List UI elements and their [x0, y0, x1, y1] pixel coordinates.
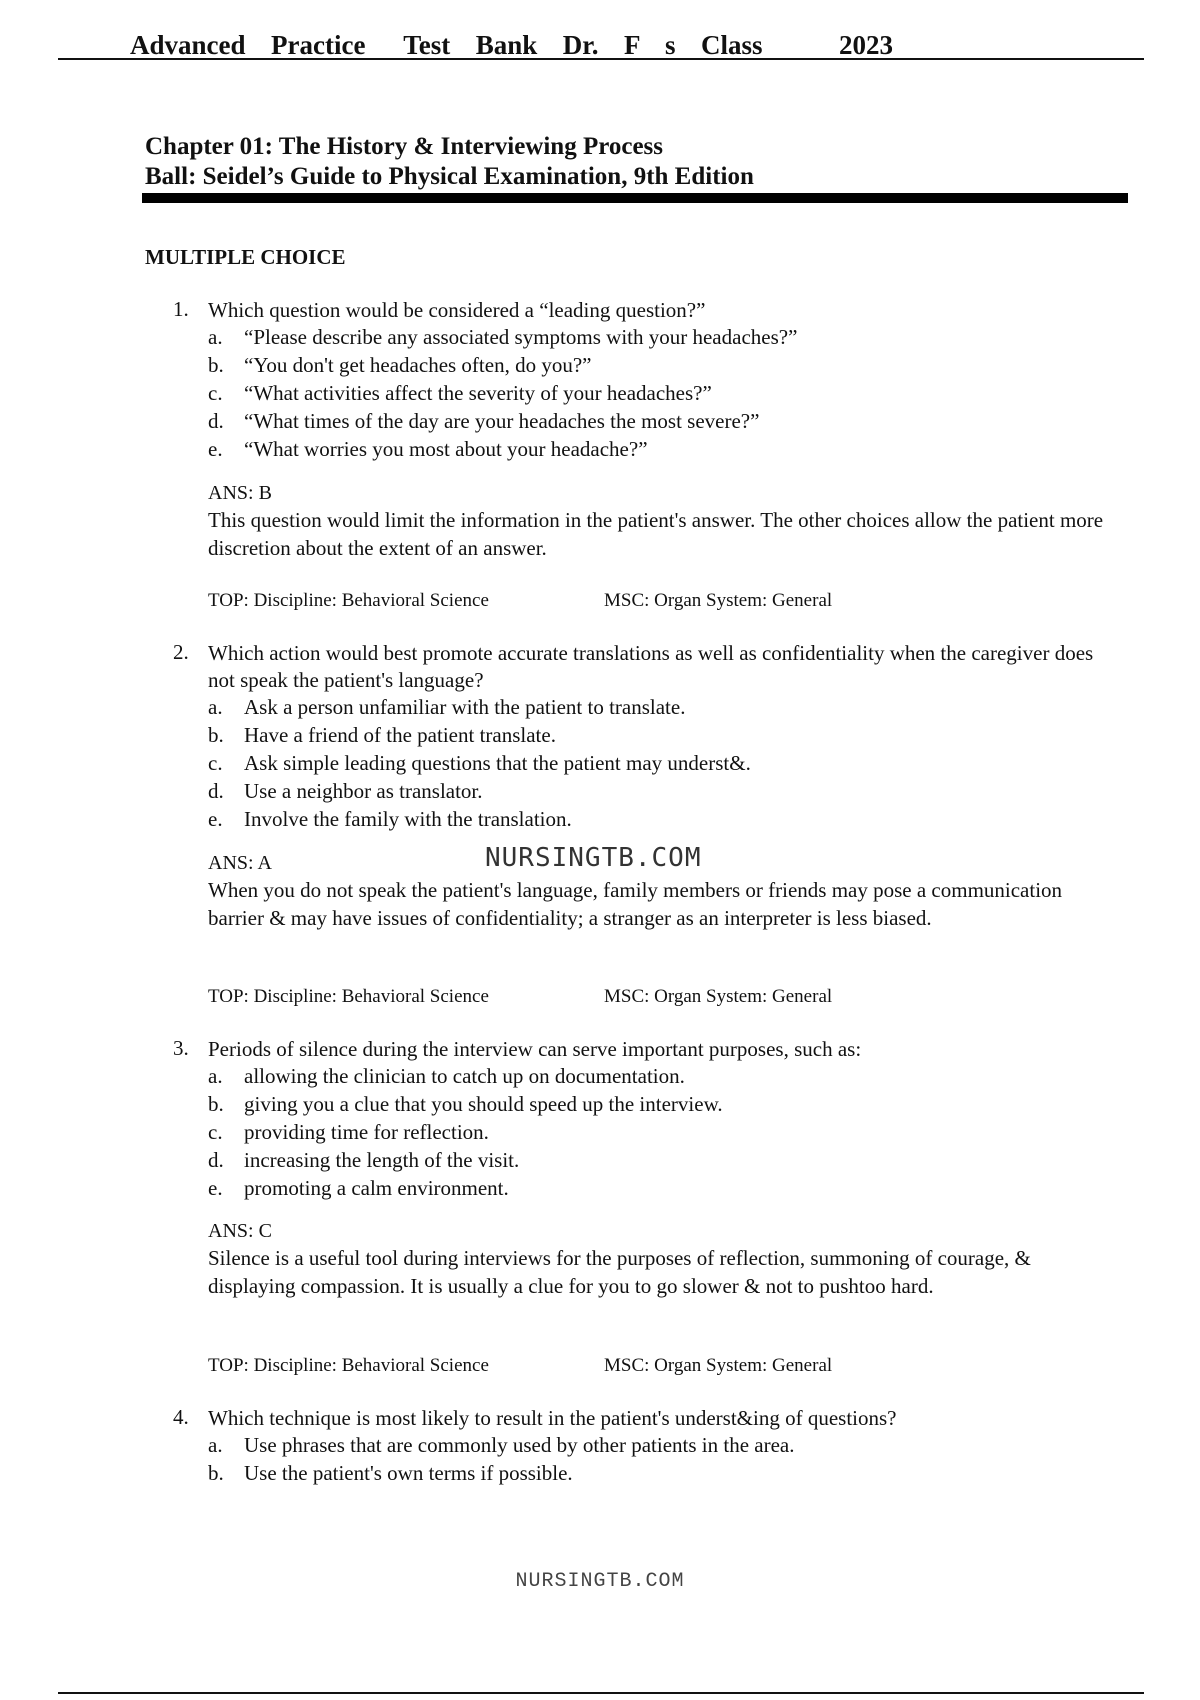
option [0, 325, 1200, 353]
title-divider [142, 193, 1128, 203]
option [0, 1092, 1200, 1120]
option [0, 1433, 1200, 1461]
answer-3: ANS: C [208, 1220, 272, 1242]
option-letter: e. [208, 807, 223, 831]
option-letter: c. [208, 751, 223, 775]
option-text: promoting a calm environment. [244, 1176, 509, 1200]
option [0, 1176, 1200, 1204]
question-4 [0, 1405, 1200, 1489]
option [0, 1461, 1200, 1489]
option [0, 723, 1200, 751]
footer-divider [58, 1692, 1144, 1694]
option [0, 751, 1200, 779]
header-title: Advanced Practice Test Bank Dr. F s Class 2023 [130, 30, 894, 60]
option [0, 381, 1200, 409]
option [0, 437, 1200, 465]
option-letter: a. [208, 695, 223, 719]
question-stem: Periods of silence during the interview can serve important purposes, such as: [208, 1037, 862, 1061]
msc-label: MSC: Organ System: General [604, 590, 833, 611]
question-1 [0, 297, 1200, 465]
option-text: Have a friend of the patient translate. [244, 723, 556, 747]
msc-label: MSC: Organ System: General [604, 986, 833, 1007]
meta-1 [208, 590, 833, 612]
option-text: “What worries you most about your headache?” [244, 437, 648, 461]
meta-3 [208, 1355, 833, 1377]
option-text: allowing the clinician to catch up on documentation. [244, 1064, 685, 1088]
question-stem: Which question would be considered a “leading question?” [208, 298, 706, 322]
chapter-title-block [145, 132, 1130, 192]
option-letter: a. [208, 325, 223, 349]
option-text: “What times of the day are your headaches the most severe?” [244, 409, 760, 433]
option-text: giving you a clue that you should speed up the interview. [244, 1092, 723, 1116]
question-number: 4. [173, 1405, 189, 1429]
meta-2 [208, 986, 833, 1008]
option-letter: b. [208, 1461, 224, 1485]
option [0, 1148, 1200, 1176]
book-title: Ball: Seidel’s Guide to Physical Examination, 9th Edition [145, 163, 754, 190]
answer-1: ANS: B [208, 482, 272, 504]
option-letter: b. [208, 1092, 224, 1116]
option-text: Involve the family with the translation. [244, 807, 572, 831]
option [0, 779, 1200, 807]
option-text: providing time for reflection. [244, 1120, 489, 1144]
question-2 [0, 640, 1200, 835]
chapter-title: Chapter 01: The History & Interviewing Process [145, 133, 664, 160]
option-text: Use phrases that are commonly used by other patients in the area. [244, 1433, 795, 1457]
option-letter: a. [208, 1433, 223, 1457]
option-text: Ask simple leading questions that the patient may underst&. [244, 751, 751, 775]
option-letter: a. [208, 1064, 223, 1088]
question-number: 3. [173, 1036, 189, 1060]
question-number: 2. [173, 640, 189, 664]
option-text: “You don't get headaches often, do you?” [244, 353, 592, 377]
option-text: Use the patient's own terms if possible. [244, 1461, 573, 1485]
option-letter: e. [208, 1176, 223, 1200]
option-letter: e. [208, 437, 223, 461]
rationale-3: Silence is a useful tool during interviews for the purposes of reflection, summoning of courage, & displaying compassion. It is usually a clue for you to go slower & not to pushtoo hard. [208, 1246, 1031, 1298]
option-text: increasing the length of the visit. [244, 1148, 520, 1172]
page-header [58, 26, 1144, 60]
option [0, 807, 1200, 835]
topic-label: TOP: Discipline: Behavioral Science [208, 1355, 489, 1376]
topic-label: TOP: Discipline: Behavioral Science [208, 590, 489, 611]
question-stem: Which technique is most likely to result in the patient's underst&ing of questions? [208, 1406, 897, 1430]
option-letter: d. [208, 1148, 224, 1172]
option-text: “Please describe any associated symptoms with your headaches?” [244, 325, 798, 349]
option [0, 353, 1200, 381]
footer-brand: NURSINGTB.COM [515, 1570, 685, 1593]
option-letter: b. [208, 353, 224, 377]
option-letter: c. [208, 1120, 223, 1144]
question-3 [0, 1036, 1200, 1204]
option [0, 409, 1200, 437]
question-number: 1. [173, 297, 189, 321]
option-letter: d. [208, 409, 224, 433]
option-text: “What activities affect the severity of your headaches?” [244, 381, 712, 405]
option-text: Use a neighbor as translator. [244, 779, 483, 803]
option-letter: b. [208, 723, 224, 747]
option [0, 1120, 1200, 1148]
topic-label: TOP: Discipline: Behavioral Science [208, 986, 489, 1007]
answer-2: ANS: A [208, 852, 272, 874]
option [0, 695, 1200, 723]
option [0, 1064, 1200, 1092]
section-title: MULTIPLE CHOICE [145, 245, 346, 269]
watermark: NURSINGTB.COM [485, 843, 702, 873]
question-stem: Which action would best promote accurate translations as well as confidentiality when the caregiver does not speak the patient's language? [208, 641, 1094, 692]
option-letter: c. [208, 381, 223, 405]
msc-label: MSC: Organ System: General [604, 1355, 833, 1376]
rationale-2: When you do not speak the patient's language, family members or friends may pose a communication barrier & may have issues of confidentiality; a stranger as an interpreter is less biased. [208, 878, 1063, 930]
option-text: Ask a person unfamiliar with the patient to translate. [244, 695, 686, 719]
option-letter: d. [208, 779, 224, 803]
rationale-1: This question would limit the information in the patient's answer. The other choices allow the patient more discretion about the extent of an answer. [208, 508, 1104, 560]
